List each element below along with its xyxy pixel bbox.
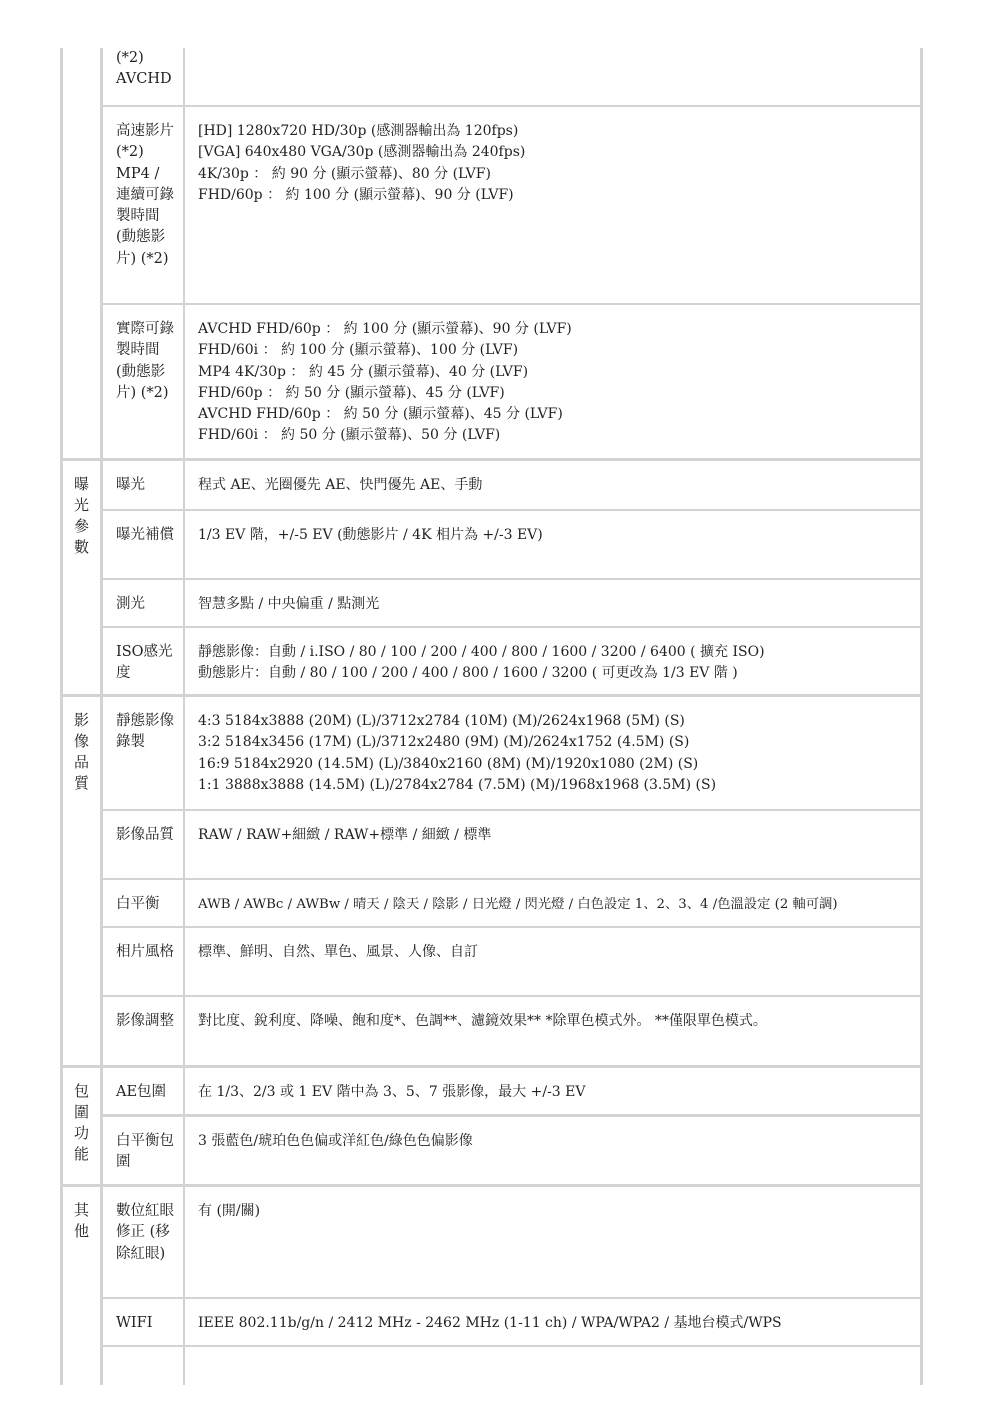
category-cell: 包 圍 功 能 xyxy=(60,1068,103,1184)
spec-label: 數位紅眼修正 (移除紅眼) xyxy=(103,1187,185,1297)
spec-label: 白平衡包圍 xyxy=(103,1117,185,1184)
spec-row xyxy=(103,1345,923,1385)
spec-value: 在 1/3、2/3 或 1 EV 階中為 3、5、7 張影像，最大 +/-3 EV xyxy=(185,1068,923,1114)
spec-value: 程式 AE、光圈優先 AE、快門優先 AE、手動 xyxy=(185,461,923,509)
spec-value: RAW / RAW+細緻 / RAW+標準 / 細緻 / 標準 xyxy=(185,811,923,878)
spec-group-bracketing xyxy=(60,1065,923,1184)
spec-value xyxy=(185,48,923,105)
spec-label: 實際可錄製時間 (動態影片) (*2) xyxy=(103,305,185,458)
category-cell: 影 像 品 質 xyxy=(60,697,103,1065)
spec-group-exposure xyxy=(60,458,923,694)
spec-row xyxy=(103,1068,923,1114)
spec-value: [HD] 1280x720 HD/30p (感測器輸出為 120fps) [VGA] 640x480 VGA/30p (感測器輸出為 240fps) 4K/30p ： 約 90 分 (顯示螢幕)、80 分 (LVF) FHD/60p ： 約 100 分 (顯示螢幕)、90 分 (LVF) xyxy=(185,107,923,303)
category-cell xyxy=(60,48,103,458)
spec-row xyxy=(103,461,923,509)
spec-label: AE包圍 xyxy=(103,1068,185,1114)
spec-label xyxy=(103,1347,185,1385)
spec-row xyxy=(103,578,923,626)
spec-label: 影像品質 xyxy=(103,811,185,878)
spec-value xyxy=(185,1347,923,1385)
spec-value: AVCHD FHD/60p ： 約 100 分 (顯示螢幕)、90 分 (LVF) FHD/60i ： 約 100 分 (顯示螢幕)、100 分 (LVF) MP4 4K/30p ： 約 45 分 (顯示螢幕)、40 分 (LVF) FHD/60p ： 約 50 分 (顯示螢幕)、45 分 (LVF) AVCHD FHD/60p ： 約 50 分 (顯示螢幕)、45 分 (LVF) FHD/60i ： 約 50 分 (顯示螢幕)、50 分 (LVF) xyxy=(185,305,923,458)
spec-value: 標準、鮮明、自然、單色、風景、人像、自訂 xyxy=(185,928,923,995)
spec-value: 智慧多點 / 中央偏重 / 點測光 xyxy=(185,580,923,626)
spec-row xyxy=(103,626,923,694)
spec-label: ISO感光度 xyxy=(103,628,185,694)
spec-label: 測光 xyxy=(103,580,185,626)
spec-label: 曝光 xyxy=(103,461,185,509)
spec-label: 白平衡 xyxy=(103,880,185,926)
spec-label: 影像調整 xyxy=(103,997,185,1065)
spec-table xyxy=(60,48,923,1385)
spec-label: 曝光補償 xyxy=(103,511,185,578)
spec-value: 3 張藍色/琥珀色色偏或洋紅色/綠色色偏影像 xyxy=(185,1117,923,1184)
spec-row xyxy=(103,303,923,458)
spec-row xyxy=(103,1297,923,1345)
spec-label: (*2) AVCHD xyxy=(103,48,185,105)
spec-row xyxy=(103,105,923,303)
spec-row xyxy=(103,48,923,105)
spec-row xyxy=(103,1187,923,1297)
spec-row xyxy=(103,1114,923,1184)
spec-group-recording xyxy=(60,48,923,458)
spec-group-others xyxy=(60,1184,923,1385)
spec-value: AWB / AWBc / AWBw / 晴天 / 陰天 / 陰影 / 日光燈 / 閃光燈 / 白色設定 1、2、3、4 /色溫設定 (2 軸可調) xyxy=(185,880,923,926)
spec-value: 有 (開/關) xyxy=(185,1187,923,1297)
spec-label: WIFI xyxy=(103,1299,185,1345)
spec-label: 靜態影像錄製 xyxy=(103,697,185,809)
spec-row xyxy=(103,809,923,878)
spec-row xyxy=(103,926,923,995)
spec-label: 高速影片 (*2) MP4 / 連續可錄製時間 (動態影片) (*2) xyxy=(103,107,185,303)
spec-row xyxy=(103,878,923,926)
spec-group-image-quality xyxy=(60,694,923,1065)
spec-value: 靜態影像：自動 / i.ISO / 80 / 100 / 200 / 400 / 800 / 1600 / 3200 / 6400 ( 擴充 ISO) 動態影片：自動 / 80 / 100 / 200 / 400 / 800 / 1600 / 3200 ( 可更改為 1/3 EV 階 ) xyxy=(185,628,923,694)
spec-row xyxy=(103,697,923,809)
spec-row xyxy=(103,509,923,578)
spec-value: 1/3 EV 階，+/-5 EV (動態影片 / 4K 相片為 +/-3 EV) xyxy=(185,511,923,578)
spec-value: 對比度、銳利度、降噪、飽和度*、色調**、濾鏡效果** *除單色模式外。 **僅限單色模式。 xyxy=(185,997,923,1065)
category-cell: 其 他 xyxy=(60,1187,103,1385)
spec-value: IEEE 802.11b/g/n / 2412 MHz - 2462 MHz (1-11 ch) / WPA/WPA2 / 基地台模式/WPS xyxy=(185,1299,923,1345)
spec-value: 4:3 5184x3888 (20M) (L)/3712x2784 (10M) (M)/2624x1968 (5M) (S) 3:2 5184x3456 (17M) (L)/3712x2480 (9M) (M)/2624x1752 (4.5M) (S) 16:9 5184x2920 (14.5M) (L)/3840x2160 (8M) (M)/1920x1080 (2M) (S) 1:1 3888x3888 (14.5M) (L)/2784x2784 (7.5M) (M)/1968x1968 (3.5M) (S) xyxy=(185,697,923,809)
category-cell: 曝 光 參 數 xyxy=(60,461,103,694)
spec-row xyxy=(103,995,923,1065)
spec-label: 相片風格 xyxy=(103,928,185,995)
